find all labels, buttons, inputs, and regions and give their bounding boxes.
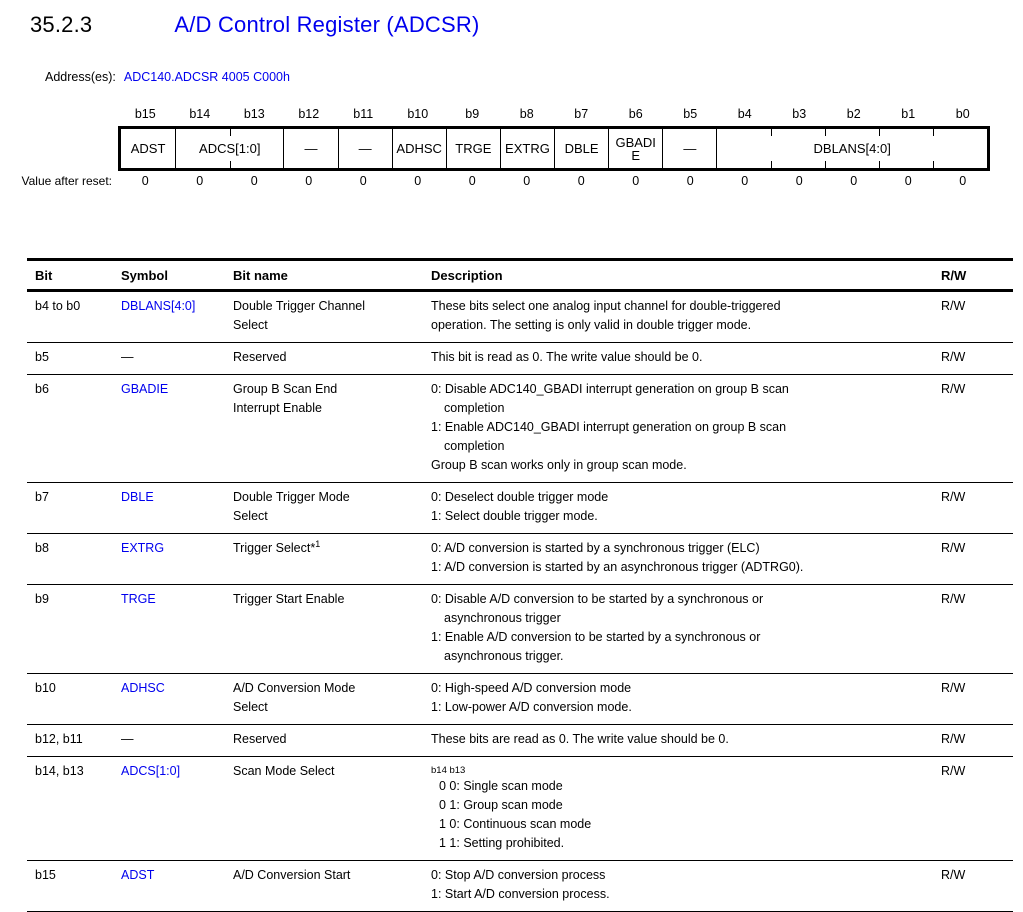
bitname-line: Select xyxy=(233,700,268,714)
description-line: 1 0: Continuous scan mode xyxy=(439,817,592,831)
register-fields xyxy=(121,129,987,168)
bit-label: b11 xyxy=(353,107,374,121)
register-field-label: — xyxy=(683,141,697,156)
bitname-cell xyxy=(230,343,428,374)
symbol-cell xyxy=(118,861,230,911)
description-cell xyxy=(428,725,928,756)
bit-cell: b14, b13 xyxy=(35,764,84,778)
bit-cell: b4 to b0 xyxy=(35,299,81,313)
description-line: 1: Select double trigger mode. xyxy=(431,509,598,523)
bitname-cell xyxy=(230,483,428,533)
table-row xyxy=(27,482,1013,533)
register-field-label: ADCS[1:0] xyxy=(199,141,261,156)
reset-value: 0 xyxy=(468,174,476,188)
register-field xyxy=(446,129,500,168)
bitname-line: Select xyxy=(233,509,268,523)
description-line: operation. The setting is only valid in double trigger mode. xyxy=(431,318,752,332)
bit-table xyxy=(27,258,1013,912)
bit-boundary-tick xyxy=(879,129,880,136)
reset-value: 0 xyxy=(523,174,531,188)
col-header-rw: R/W xyxy=(941,268,967,283)
description-line: This bit is read as 0. The write value should be 0. xyxy=(431,350,703,364)
description-cell xyxy=(428,674,928,724)
bit-boundary-tick xyxy=(879,161,880,168)
bitname-line: Trigger Start Enable xyxy=(233,592,345,606)
description-line: 0: Disable A/D conversion to be started by a synchronous or xyxy=(431,592,764,606)
register-field-label: DBLANS[4:0] xyxy=(813,141,891,156)
register-field-label: DBLE xyxy=(564,141,599,156)
reset-value: 0 xyxy=(959,174,967,188)
rw-cell: R/W xyxy=(941,868,966,882)
symbol-link[interactable]: TRGE xyxy=(121,592,156,606)
bitname-cell xyxy=(230,585,428,673)
bit-table-body xyxy=(27,291,1013,911)
description-cell xyxy=(428,757,928,860)
register-field xyxy=(338,129,392,168)
bit-label: b9 xyxy=(465,107,480,121)
col-header-bitname: Bit name xyxy=(233,268,288,283)
table-row xyxy=(27,533,1013,584)
address-label: Address(es): xyxy=(45,70,116,84)
bitname-cell xyxy=(230,292,428,342)
symbol-cell xyxy=(118,483,230,533)
description-cell xyxy=(428,483,928,533)
description-line: completion xyxy=(444,401,505,415)
symbol-text: — xyxy=(121,732,134,746)
rw-cell: R/W xyxy=(941,681,966,695)
register-field-label: ADST xyxy=(130,141,166,156)
bit-label: b2 xyxy=(846,107,861,121)
bitname-line: Reserved xyxy=(233,732,287,746)
description-line: completion xyxy=(444,439,505,453)
table-header-row xyxy=(27,261,1013,291)
bitname-cell xyxy=(230,534,428,584)
description-line: 0: High-speed A/D conversion mode xyxy=(431,681,632,695)
address-link[interactable]: ADC140.ADCSR 4005 C000h xyxy=(123,70,290,84)
reset-value: 0 xyxy=(250,174,258,188)
description-cell xyxy=(428,343,928,374)
reset-label: Value after reset: xyxy=(21,174,112,188)
description-line: 1: Enable A/D conversion to be started by a synchronous or xyxy=(431,630,761,644)
bitname-cell xyxy=(230,674,428,724)
bit-cell: b7 xyxy=(35,490,49,504)
table-row xyxy=(27,860,1013,911)
symbol-link[interactable]: DBLANS[4:0] xyxy=(121,299,196,313)
register-field xyxy=(121,129,175,168)
bitname-cell xyxy=(230,725,428,756)
register-field-label: GBADIE xyxy=(615,134,656,163)
table-row xyxy=(27,673,1013,724)
symbol-cell xyxy=(118,725,230,756)
description-cell xyxy=(428,534,928,584)
bit-boundary-tick xyxy=(825,161,826,168)
section-heading xyxy=(30,12,1023,38)
reset-value: 0 xyxy=(795,174,803,188)
bitname-line: Select xyxy=(233,318,268,332)
bit-cell: b15 xyxy=(35,868,56,882)
bit-cell: b6 xyxy=(35,382,49,396)
description-line: asynchronous trigger xyxy=(444,611,561,625)
page-title: A/D Control Register (ADCSR) xyxy=(174,12,480,37)
bit-label: b0 xyxy=(955,107,970,121)
table-row xyxy=(27,584,1013,673)
register-field xyxy=(716,129,987,168)
description-line: These bits are read as 0. The write value should be 0. xyxy=(431,732,729,746)
bit-label: b5 xyxy=(683,107,698,121)
bit-label: b14 xyxy=(189,107,211,121)
col-header-description: Description xyxy=(431,268,503,283)
description-line: 0: Stop A/D conversion process xyxy=(431,868,606,882)
bit-cell: b5 xyxy=(35,350,49,364)
register-field xyxy=(608,129,662,168)
table-row xyxy=(27,724,1013,756)
section-number: 35.2.3 xyxy=(30,12,93,37)
bit-label: b3 xyxy=(792,107,807,121)
description-line: b14 b13 xyxy=(431,765,466,776)
reset-value: 0 xyxy=(359,174,367,188)
bit-label: b15 xyxy=(134,107,156,121)
register-field xyxy=(175,129,283,168)
rw-cell: R/W xyxy=(941,299,966,313)
symbol-link[interactable]: ADST xyxy=(121,868,155,882)
description-line: 0: Disable ADC140_GBADI interrupt generation on group B scan xyxy=(431,382,789,396)
symbol-cell xyxy=(118,375,230,482)
bitname-line: Interrupt Enable xyxy=(233,401,322,415)
bitname-line: A/D Conversion Start xyxy=(233,868,351,882)
reset-value: 0 xyxy=(414,174,422,188)
bit-boundary-tick xyxy=(771,161,772,168)
bit-cell: b12, b11 xyxy=(35,732,83,746)
description-cell xyxy=(428,861,928,911)
bitname-line: Reserved xyxy=(233,350,287,364)
address-row xyxy=(45,70,1023,84)
register-field xyxy=(500,129,554,168)
description-line: 1: Start A/D conversion process. xyxy=(431,887,610,901)
bitname-line: A/D Conversion Mode xyxy=(233,681,356,695)
description-line: These bits select one analog input channel for double-triggered xyxy=(431,299,781,313)
reset-value: 0 xyxy=(741,174,749,188)
reset-value: 0 xyxy=(904,174,912,188)
register-field-label: — xyxy=(358,141,372,156)
bit-label: b8 xyxy=(519,107,534,121)
rw-cell: R/W xyxy=(941,541,966,555)
symbol-link[interactable]: EXTRG xyxy=(121,541,165,555)
bitname-line: Double Trigger Mode xyxy=(233,490,350,504)
description-line: 0: A/D conversion is started by a synchronous trigger (ELC) xyxy=(431,541,760,555)
reset-value: 0 xyxy=(577,174,585,188)
symbol-link[interactable]: ADHSC xyxy=(121,681,165,695)
reset-value: 0 xyxy=(305,174,313,188)
bit-label: b7 xyxy=(574,107,589,121)
description-line: 0: Deselect double trigger mode xyxy=(431,490,609,504)
register-field-label: TRGE xyxy=(455,141,492,156)
reset-value: 0 xyxy=(686,174,694,188)
table-row xyxy=(27,374,1013,482)
description-line: 1: A/D conversion is started by an asynchronous trigger (ADTRG0). xyxy=(431,560,804,574)
description-line: 0 0: Single scan mode xyxy=(439,779,563,793)
bitname-line: Double Trigger Channel xyxy=(233,299,366,313)
bit-label: b1 xyxy=(901,107,916,121)
col-header-bit: Bit xyxy=(35,268,53,283)
description-cell xyxy=(428,292,928,342)
bit-boundary-tick xyxy=(230,161,231,168)
bitname-cell xyxy=(230,861,428,911)
symbol-link[interactable]: GBADIE xyxy=(121,382,169,396)
symbol-cell xyxy=(118,534,230,584)
bit-cell: b8 xyxy=(35,541,49,555)
register-field xyxy=(283,129,337,168)
symbol-text: — xyxy=(121,350,134,364)
table-row xyxy=(27,342,1013,374)
description-cell xyxy=(428,375,928,482)
bitname-line: Group B Scan End xyxy=(233,382,338,396)
bit-boundary-tick xyxy=(771,129,772,136)
bit-label: b10 xyxy=(407,107,429,121)
reset-row xyxy=(21,173,990,190)
bit-boundary-tick xyxy=(933,161,934,168)
bit-cell: b9 xyxy=(35,592,49,606)
rw-cell: R/W xyxy=(941,382,966,396)
register-bit-labels xyxy=(118,104,990,125)
reset-value: 0 xyxy=(196,174,204,188)
register-field xyxy=(554,129,608,168)
symbol-cell xyxy=(118,343,230,374)
register-field-label: EXTRG xyxy=(505,141,550,156)
bitname-cell xyxy=(230,375,428,482)
bitname-line: Scan Mode Select xyxy=(233,764,335,778)
bit-label: b4 xyxy=(737,107,752,121)
symbol-link[interactable]: ADCS[1:0] xyxy=(121,764,181,778)
symbol-cell xyxy=(118,674,230,724)
table-row xyxy=(27,756,1013,860)
symbol-cell xyxy=(118,585,230,673)
symbol-cell xyxy=(118,757,230,860)
description-line: 1 1: Setting prohibited. xyxy=(439,836,565,850)
register-field-label: — xyxy=(304,141,318,156)
description-cell xyxy=(428,585,928,673)
bit-label: b13 xyxy=(243,107,265,121)
rw-cell: R/W xyxy=(941,490,966,504)
bit-label: b6 xyxy=(628,107,643,121)
bit-cell: b10 xyxy=(35,681,56,695)
description-line: asynchronous trigger. xyxy=(444,649,564,663)
rw-cell: R/W xyxy=(941,764,966,778)
register-field xyxy=(392,129,446,168)
rw-cell: R/W xyxy=(941,592,966,606)
register-box xyxy=(118,126,990,171)
register-diagram xyxy=(0,104,992,190)
bit-boundary-tick xyxy=(825,129,826,136)
col-header-symbol: Symbol xyxy=(121,268,168,283)
rw-cell: R/W xyxy=(941,350,966,364)
description-line: Group B scan works only in group scan mode. xyxy=(431,458,687,472)
description-line: 1: Low-power A/D conversion mode. xyxy=(431,700,632,714)
description-line: 1: Enable ADC140_GBADI interrupt generation on group B scan xyxy=(431,420,787,434)
bit-boundary-tick xyxy=(933,129,934,136)
register-field xyxy=(662,129,716,168)
bit-boundary-tick xyxy=(230,129,231,136)
reset-value: 0 xyxy=(850,174,858,188)
symbol-cell xyxy=(118,292,230,342)
rw-cell: R/W xyxy=(941,732,966,746)
bit-label: b12 xyxy=(298,107,320,121)
description-line: 0 1: Group scan mode xyxy=(439,798,563,812)
reset-value: 0 xyxy=(632,174,640,188)
register-field-label: ADHSC xyxy=(396,141,442,156)
reset-value: 0 xyxy=(141,174,149,188)
symbol-link[interactable]: DBLE xyxy=(121,490,154,504)
bitname-line: Trigger Select*$^1$ xyxy=(233,538,321,555)
table-row xyxy=(27,291,1013,342)
register-reset-values xyxy=(118,173,990,190)
bitname-cell xyxy=(230,757,428,860)
